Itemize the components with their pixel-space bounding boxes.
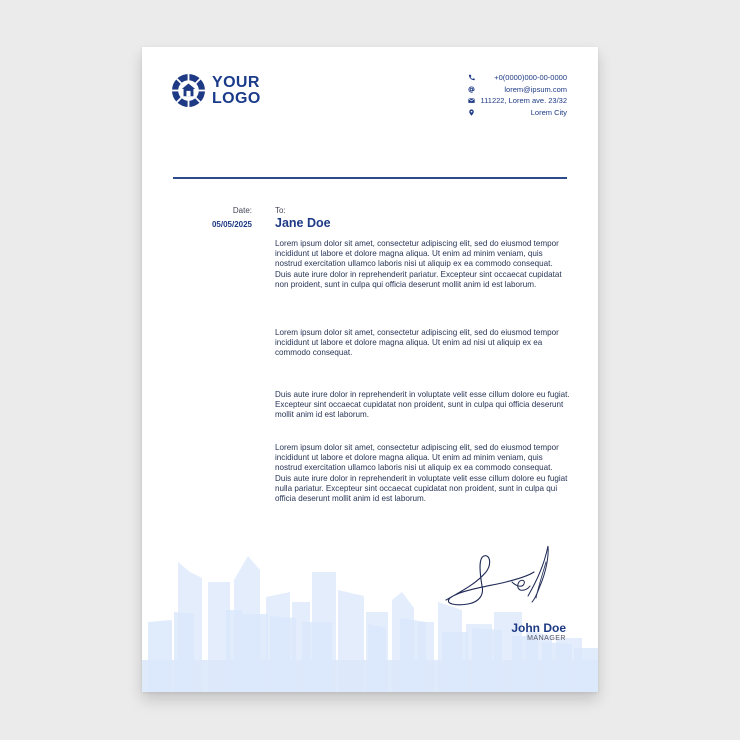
body-paragraph: Lorem ipsum dolor sit amet, consectetur adipiscing elit, sed do eiusmod tempor incididunt ut labore et dolore magna aliqua. Ut enim ad minim veniam, quis nostrud exercitation ullamco laboris nisi ut aliquip ex ea commodo consequat. Duis aute irure dolor in reprehenderit in voluptate velit esse cillum dolore eu fugiat nulla pariatur. Excepteur sint occaecat cupidatat non proident, sunt in culpa qui officia deserunt mollit anim id est laborum. [275,443,568,504]
header-divider [173,177,567,179]
mail-icon [467,97,475,105]
handwritten-signature [442,542,560,614]
body-paragraph: Lorem ipsum dolor sit amet, consectetur adipiscing elit, sed do eiusmod tempor incididunt ut labore et dolore magna aliqua. Ut enim ad nisi ut aliquip ex ea commodo consequat. [275,328,559,358]
sender-title: MANAGER [527,635,566,642]
company-logo [172,74,261,107]
logo-line-1: YOUR [212,73,260,91]
contact-email-text: lorem@ipsum.com [504,84,567,94]
sender-name: John Doe [511,621,566,635]
date-value: 05/05/2025 [211,220,252,229]
contact-address-text: 111222, Lorem ave. 23/32 [480,96,567,106]
logo-line-2: LOGO [212,89,261,107]
contact-city [467,107,567,119]
contact-block [467,72,567,118]
date-label: Date: [232,206,252,215]
contact-email [467,84,567,96]
phone-icon [467,74,475,82]
at-icon [467,85,475,93]
contact-phone [467,72,567,84]
contact-address [467,95,567,107]
contact-phone-text: +0(0000)000-00-0000 [494,73,567,83]
letterhead-page [142,47,598,692]
recipient-name: Jane Doe [275,216,331,230]
body-paragraph: Duis aute irure dolor in reprehenderit in voluptate velit esse cillum dolore eu fugiat. Excepteur sint occaecat cupidatat non proident, sunt in culpa qui officia deserunt mollit anim id est laborum. [275,390,570,420]
pin-icon [467,108,475,116]
contact-city-text: Lorem City [530,107,567,117]
body-paragraph: Lorem ipsum dolor sit amet, consectetur adipiscing elit, sed do eiusmod tempor incididunt ut labore et dolore magna aliqua. Ut enim ad minim veniam, quis nostrud exercitation ullamco laboris nisi ut aliquip ex ea commodo consequat. Duis aute irure dolor in reprehenderit pariatur. Excepteur sint occaecat cupidatat non proident, sunt in culpa qui officia deserunt mollit anim id est laborum. [275,239,562,289]
recipient-label: To: [275,206,286,215]
house-circle-icon [172,74,205,107]
